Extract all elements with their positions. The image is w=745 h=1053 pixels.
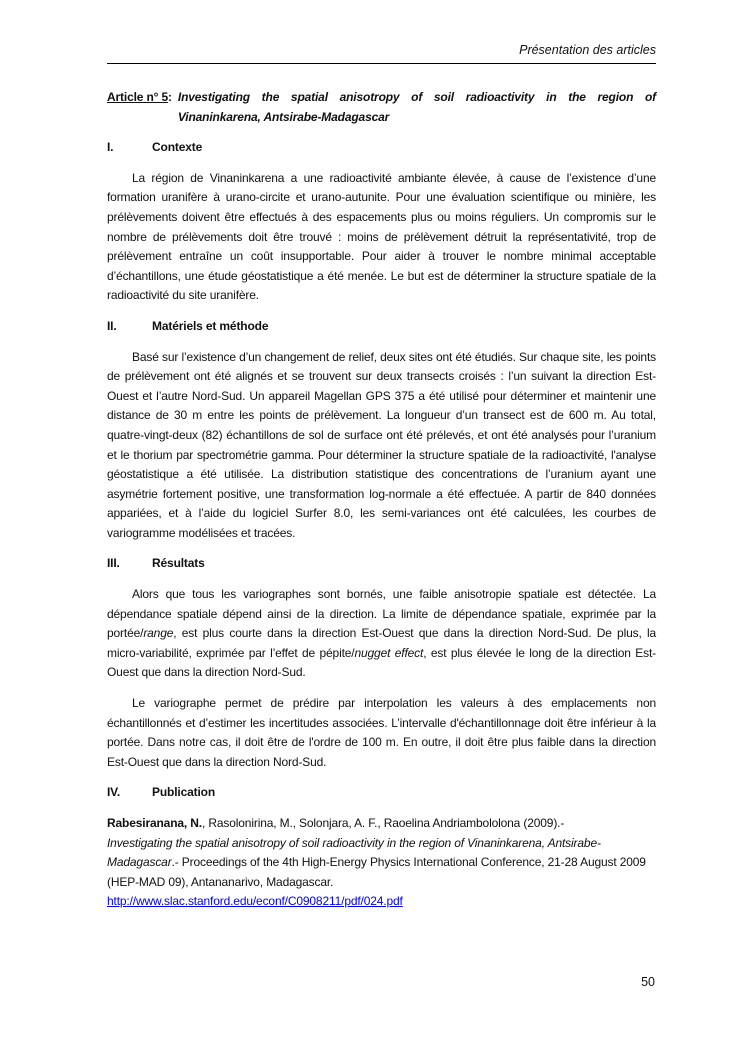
text: , est plus élevée le long de la direction Est-Ouest que dans la direction Nord-Sud. [107,645,657,680]
term-range: range [143,626,174,641]
article-heading [107,88,656,127]
publication-details: .- Proceedings of the 4th High-Energy Physics International Conference, 21-28 August 2009 (HEP-MAD 09), Antananarivo, Madagascar. [107,855,646,889]
article-colon: : [168,90,172,104]
section-number: IV. [107,785,121,800]
page-content [107,88,656,923]
section-title: Publication [152,785,216,800]
paragraph-contexte: La région de Vinaninkarena a une radioactivité ambiante élevée, à cause de l’existence d’une formation uranifère à urano-circite et urano-autunite. Pour une évaluation scientifique ou minière, les prélèvements doivent être effectués à des espacements plus ou moins réguliers. Un compromis sur le nombre de prélèvements doit être trouvé : moins de prélèvement détruit la représentativité, trop de prélèvement entraîne un coût insupportable. Pour aider à trouver le nombre minimal acceptable d’échantillons, une étude géostatistique a été menée. Le but est de déterminer la structure spatiale de la radioactivité du site uranifère. [107,170,656,303]
header-rule [107,63,656,64]
text: Alors que tous les variographes sont bornés, une faible anisotropie spatiale est détectée. La dépendance spatiale dépend ainsi de la direction. La limite de dépendance spatiale, exprimée par la portée/ [107,587,656,641]
section-title: Matériels et méthode [152,318,269,333]
article-title: Investigating the spatial anisotropy of soil radioactivity in the region of Vinaninkarena, Antsirabe-Madagascar [177,90,656,124]
section-number: I. [107,140,114,155]
text: , est plus courte dans la direction Est-Ouest que dans la direction Nord-Sud. De plus, la micro-variabilité, exprimée par l’effet de pépite/ [107,626,656,660]
other-authors: , Rasolonirina, M., Solonjara, A. F., Raoelina Andriambololona (2009).- [201,816,565,830]
section-title: Contexte [152,140,203,155]
paragraph-resultats-2: Le variographe permet de prédire par interpolation les valeurs à des emplacements non échantillonnés et d’estimer les incertitudes associées. L’intervalle d'échantillonnage doit être inférieur à la portée. Dans notre cas, il doit être de l'ordre de 100 m. En outre, il doit être plus faible dans la direction Est-Ouest que dans la direction Nord-Sud. [107,696,656,769]
section-number: II. [107,318,117,333]
section-heading-contexte [107,138,656,158]
paragraph-resultats-1 [107,585,656,683]
section-heading-methode [107,317,656,337]
section-title: Résultats [152,556,205,571]
publication-title: Investigating the spatial anisotropy of soil radioactivity in the region of Vinaninkarena, Antsirabe-Madagascar [107,835,601,870]
publication-link[interactable]: http://www.slac.stanford.edu/econf/C0908211/pdf/024.pdf [107,894,403,909]
term-nugget: nugget effect [354,645,424,660]
running-header: Présentation des articles [519,43,656,57]
section-number: III. [107,556,120,571]
section-heading-resultats [107,554,656,574]
section-heading-publication [107,783,656,803]
publication-reference [107,814,656,912]
page-number: 50 [641,975,655,989]
paragraph-methode: Basé sur l’existence d’un changement de relief, deux sites ont été étudiés. Sur chaque site, les points de prélèvement ont été alignés et se trouvent sur deux transects croisés : l’un suivant la direction Est-Ouest et l’autre Nord-Sud. Un appareil Magellan GPS 375 a été utilisé pour déterminer et maintenir une distance de 30 m entre les points de prélèvement. La longueur d’un transect est de 600 m. Au total, quatre-vingt-deux (82) échantillons de sol de surface ont été prélevés, et ont été analysés pour l’uranium et le thorium par spectrométrie gamma. Pour déterminer la structure spatiale de la radioactivité, l'analyse géostatistique a été utilisée. La distribution statistique des concentrations de l’uranium ayant une asymétrie fortement positive, une transformation log-normale a été effectuée. A partir de 840 données appariées, et à l’aide du logiciel Surfer 8.0, les semi-variances ont été calculées, les courbes de variogramme modélisées et tracées. [107,349,656,540]
article-label: Article n° 5 [107,90,169,104]
first-author: Rabesiranana, N. [107,816,202,830]
